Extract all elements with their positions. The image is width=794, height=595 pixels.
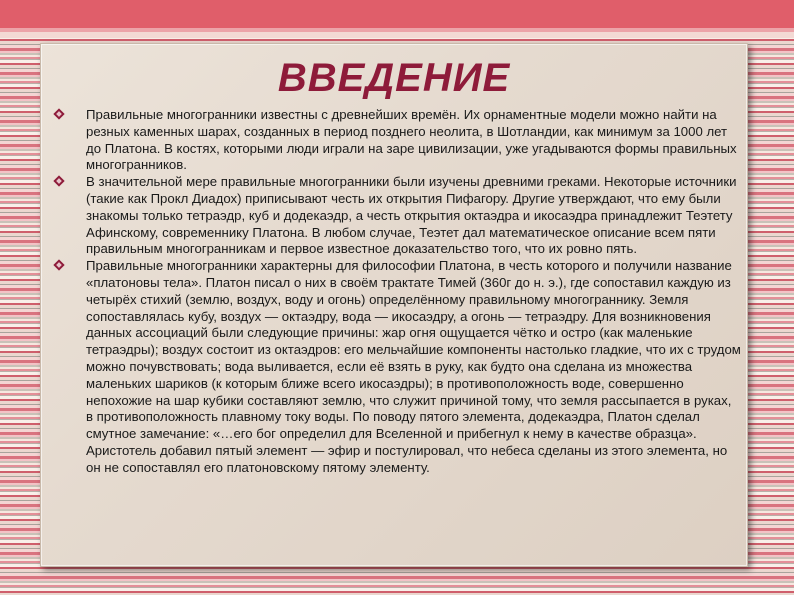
bullet-item	[51, 258, 741, 476]
bullet-item	[51, 174, 741, 258]
bullet-text: В значительной мере правильные многогранники были изучены древними греками. Некоторые источники (такие как Прокл Диадох) приписывают честь их открытия Пифагору. Другие утверждают, что ему были знакомы только тетраэдр, куб и додекаэдр, а честь открытия октаэдра и икосаэдра принадлежит Теэтету Афинскому, современнику Платона. В любом случае, Теэтет дал математическое описание всем пяти правильным многогранникам и первое известное доказательство того, что их ровно пять.	[86, 174, 737, 257]
top-stripe-band	[0, 0, 794, 38]
slide-title: ВВЕДЕНИЕ	[277, 56, 511, 100]
diamond-bullet-icon	[53, 176, 64, 187]
bullet-item	[51, 107, 741, 174]
slide-panel	[40, 43, 748, 567]
bullet-text: Правильные многогранники характерны для философии Платона, в честь которого и получили название «платоновы тела». Платон писал о них в своём трактате Тимей (360г до н. э.), где сопоставил каждую из четырёх стихий (землю, воздух, воду и огонь) определённому правильному многограннику. Земля сопоставлялась кубу, воздух — октаэдру, вода — икосаэдру, а огонь — тетраэдру. Для возникновения данных ассоциаций были следующие причины: жар огня ощущается чётко и остро (как маленькие тетраэдры); воздух состоит из октаэдров: его мельчайшие компоненты настолько гладкие, что их с трудом можно почувствовать; вода выливается, если её взять в руку, как будто она сделана из множества маленьких шариков (к которым ближе всего икосаэдры); в противоположность воде, совершенно непохожие на шар кубики составляют землю, что служит причиной тому, что земля рассыпается в руках, в противоположность плавному току воды. По поводу пятого элемента, додекаэдра, Платон сделал смутное замечание: «…его бог определил для Вселенной и прибегнул к нему в качестве образца». Аристотель добавил пятый элемент — эфир и постулировал, что небеса сделаны из этого элемента, но он не сопоставлял его платоновскому пятому элементу.	[86, 258, 741, 475]
bullet-list	[51, 107, 741, 477]
diamond-bullet-icon	[53, 108, 64, 119]
diamond-bullet-icon	[53, 260, 64, 271]
bullet-text: Правильные многогранники известны с древнейших времён. Их орнаментные модели можно найти на резных каменных шарах, созданных в период позднего неолита, в Шотландии, как минимум за 1000 лет до Платона. В костях, которыми люди играли на заре цивилизации, уже угадываются формы правильных многогранников.	[86, 107, 737, 173]
